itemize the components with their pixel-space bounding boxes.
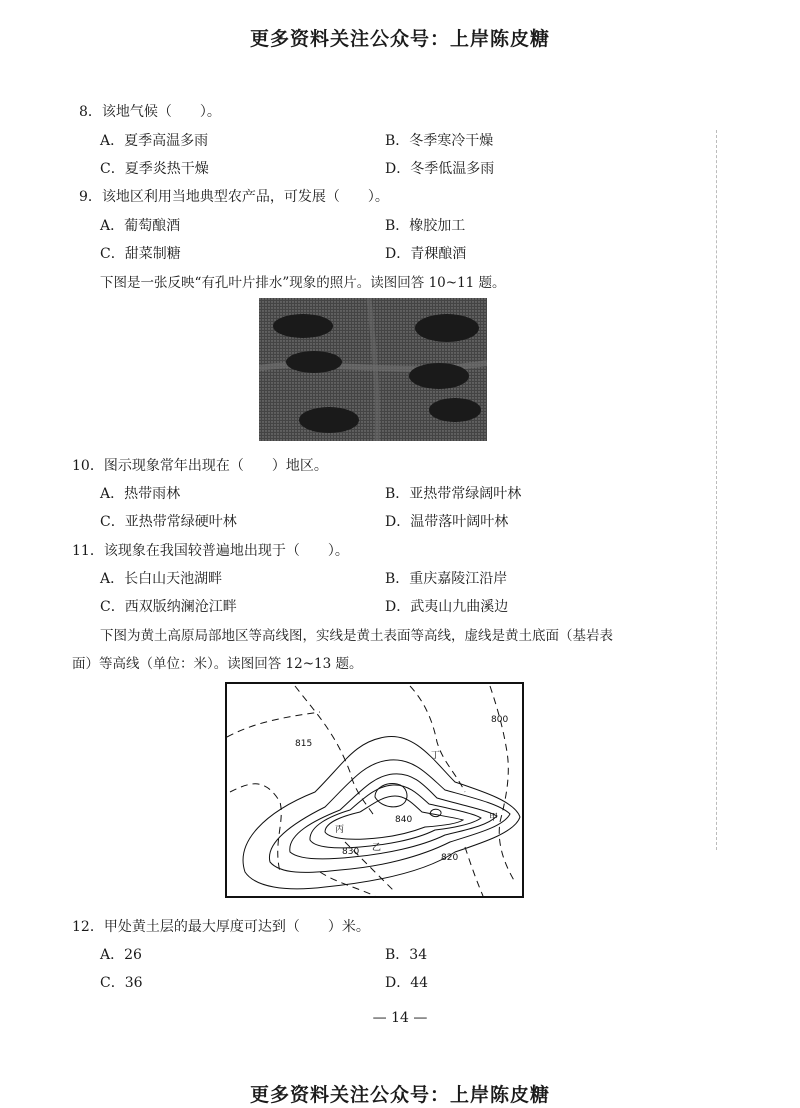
question-8-option-b: B．冬季寒冷干燥 <box>385 133 494 149</box>
leaf-guttation-photo <box>259 298 487 441</box>
question-10-option-a: A．热带雨林 <box>100 486 181 502</box>
question-8-stem: 8．该地气候（ ）。 <box>79 104 221 120</box>
question-8-option-c: C．夏季炎热干燥 <box>100 161 209 177</box>
question-10-option-c: C．亚热带常绿硬叶林 <box>100 514 237 530</box>
question-9-option-d: D．青稞酿酒 <box>385 246 467 262</box>
page-footer-watermark: 更多资料关注公众号：上岸陈皮糖 <box>249 1084 550 1106</box>
question-9-option-b: B．橡胶加工 <box>385 218 466 234</box>
map-label-jia: 甲 <box>489 813 499 823</box>
margin-rule <box>716 130 717 850</box>
map-label-830: 830 <box>342 847 360 857</box>
question-12-option-c: C．36 <box>100 975 143 991</box>
question-9-option-c: C．甜菜制糖 <box>100 246 181 262</box>
intro-10-11: 下图是一张反映“有孔叶片排水”现象的照片。读图回答 10~11 题。 <box>100 275 506 291</box>
question-11-option-d: D．武夷山九曲溪边 <box>385 599 509 615</box>
question-11-stem: 11．该现象在我国较普遍地出现于（ ）。 <box>72 543 349 559</box>
question-9-stem: 9．该地区利用当地典型农产品，可发展（ ）。 <box>79 189 389 205</box>
question-11-option-c: C．西双版纳澜沧江畔 <box>100 599 237 615</box>
page-header-watermark: 更多资料关注公众号：上岸陈皮糖 <box>249 28 550 50</box>
map-label-ding: 丁 <box>431 751 441 761</box>
question-9-option-a: A．葡萄酿酒 <box>100 218 181 234</box>
question-12-stem: 12．甲处黄土层的最大厚度可达到（ ）米。 <box>72 919 370 935</box>
map-label-815: 815 <box>295 739 313 749</box>
question-12-option-a: A．26 <box>100 947 142 963</box>
question-10-option-b: B．亚热带常绿阔叶林 <box>385 486 522 502</box>
question-8-option-d: D．冬季低温多雨 <box>385 161 495 177</box>
question-8-option-a: A．夏季高温多雨 <box>100 133 209 149</box>
question-10-stem: 10．图示现象常年出现在（ ）地区。 <box>72 458 328 474</box>
question-12-option-d: D．44 <box>385 975 429 991</box>
question-12-option-b: B．34 <box>385 947 428 963</box>
intro-12-13-line2: 面）等高线（单位：米）。读图回答 12~13 题。 <box>72 656 363 672</box>
map-label-820: 820 <box>441 853 459 863</box>
map-label-800: 800 <box>491 715 509 725</box>
intro-12-13-line1: 下图为黄土高原局部地区等高线图，实线是黄土表面等高线，虚线是黄土底面（基岩表 <box>100 628 613 644</box>
loess-contour-map <box>225 682 524 898</box>
map-label-bing: 丙 <box>335 825 345 835</box>
map-label-yi: 乙 <box>372 843 382 853</box>
question-11-option-a: A．长白山天池湖畔 <box>100 571 223 587</box>
page-number: — 14 — <box>372 1010 428 1026</box>
map-label-840: 840 <box>395 815 413 825</box>
question-11-option-b: B．重庆嘉陵江沿岸 <box>385 571 508 587</box>
question-10-option-d: D．温带落叶阔叶林 <box>385 514 509 530</box>
